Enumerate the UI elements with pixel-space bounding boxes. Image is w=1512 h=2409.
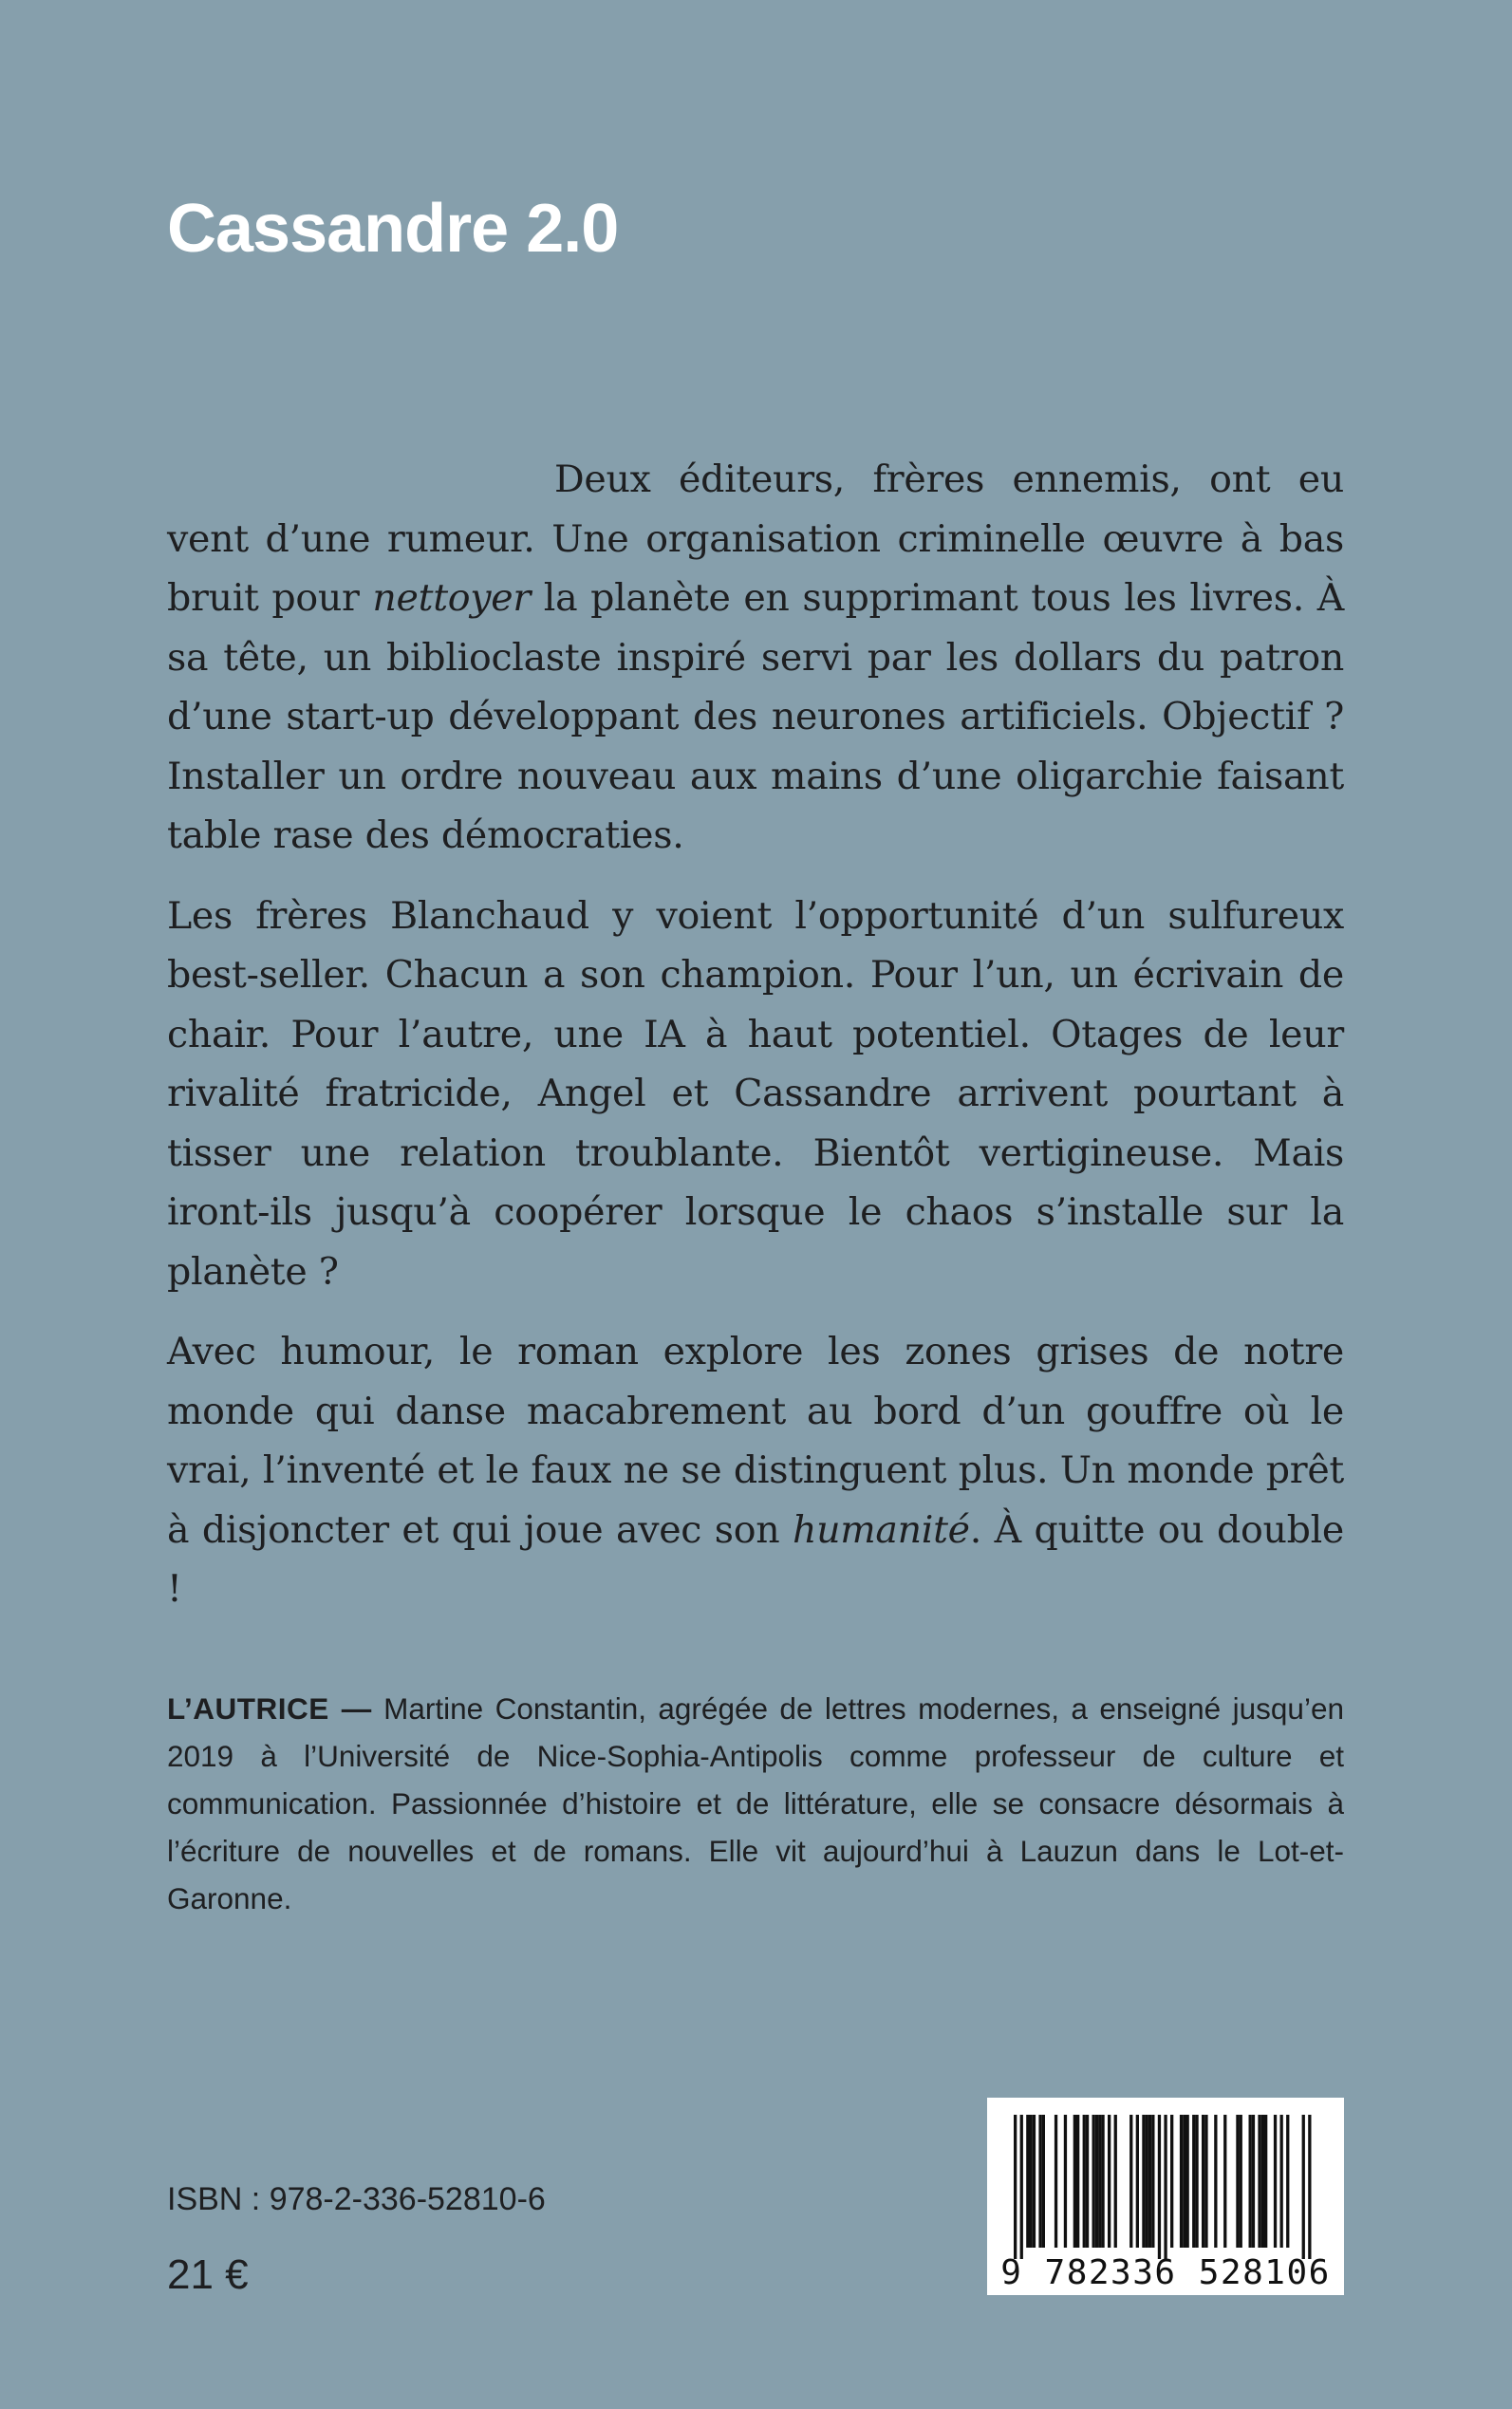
barcode-bar (1101, 2115, 1104, 2248)
blurb-paragraph-1: Deux éditeurs, frères ennemis, ont eu vent d’une rumeur. Une organisation criminelle œuvre à bas bruit pour nettoyer la planète en supprimant tous les livres. À sa tête, un biblioclaste inspiré servi par les dollars du patron d’une start-up développant des neurones artificiels. Objectif ? Installer un ordre nouveau aux mains d’une oligarchie faisant table rase des démocraties. (167, 458, 1344, 857)
barcode-bar (1026, 2115, 1029, 2248)
barcode-bar (1202, 2115, 1204, 2248)
barcode-bar (1151, 2115, 1154, 2248)
barcode-bar (1183, 2115, 1185, 2248)
barcode-bar (1240, 2115, 1242, 2248)
barcode-bar (1261, 2115, 1264, 2248)
barcode-bar (1192, 2115, 1195, 2248)
barcode-bar (1030, 2115, 1033, 2248)
barcode-bar (1055, 2115, 1057, 2248)
barcode-bar (1108, 2115, 1111, 2248)
barcode-bar (1083, 2115, 1086, 2248)
barcode-bar (1180, 2115, 1183, 2248)
barcode (987, 2098, 1344, 2295)
barcode-bar (1158, 2115, 1161, 2259)
barcode-bar (1308, 2115, 1311, 2259)
blurb-paragraph-2: Les frères Blanchaud y voient l’opportunité d’un sulfureux best-seller. Chacun a son champion. Pour l’un, un écrivain de chair. Pour l’autre, une IA à haut potentiel. Otages de leur rivalité fratricide, Angel et Cassandre arrivent pourtant à tisser une relation troublante. Bientôt vertigineuse. Mais iront-ils jusqu’à coopérer lorsque le chaos s’installe sur la planète ? (167, 893, 1344, 1294)
barcode-bar (1142, 2115, 1145, 2248)
blurb-paragraph-3: Avec humour, le roman explore les zones grises de notre monde qui danse macabrement au bord d’un gouffre où le vrai, l’inventé et le faux ne se distinguent plus. Un monde prêt à disjoncter et qui joue avec son humanité. À quitte ou double ! (167, 1330, 1344, 1611)
isbn-number: ISBN : 978-2-336-52810-6 (167, 2181, 546, 2217)
barcode-bar (1236, 2115, 1239, 2248)
barcode-bar (1274, 2115, 1277, 2248)
barcode-bar (1214, 2115, 1217, 2248)
author-bio-text: Martine Constantin, agrégée de lettres modernes, a enseigné jusqu’en 2019 à l’Université de Nice-Sophia-Antipolis comme professeur de culture et communication. Passionnée d’histoire et de littérature, elle se consacre désormais à l’écriture de nouvelles et de romans. Elle vit aujourd’hui à Lauzun dans le Lot-et-Garonne. (167, 1691, 1344, 1915)
barcode-bar (1204, 2115, 1207, 2248)
barcode-bar (1252, 2115, 1255, 2248)
author-label: L’AUTRICE — (167, 1691, 372, 1726)
barcode-bar (1280, 2115, 1283, 2248)
barcode-bar (1186, 2115, 1189, 2248)
barcode-bar (1064, 2115, 1067, 2248)
barcode-bar (1129, 2115, 1132, 2248)
price: 21 € (167, 2251, 249, 2298)
book-title: Cassandre 2.0 (167, 191, 619, 267)
barcode-digits: 9 782336 528106 (1000, 2253, 1331, 2292)
barcode-bar (1164, 2115, 1167, 2259)
barcode-bar (1073, 2115, 1076, 2248)
barcode-bar (1170, 2115, 1173, 2248)
barcode-bar (1098, 2115, 1101, 2248)
barcode-bar (1095, 2115, 1098, 2248)
barcode-bar (1148, 2115, 1151, 2248)
barcode-bar (1092, 2115, 1095, 2248)
barcode-bar (1223, 2115, 1226, 2248)
barcode-bar (1249, 2115, 1252, 2248)
barcode-bar (1136, 2115, 1139, 2248)
barcode-bar (1086, 2115, 1089, 2248)
barcode-bar (1076, 2115, 1079, 2248)
barcode-bar (1195, 2115, 1198, 2248)
barcode-bar (1033, 2115, 1036, 2248)
barcode-bar (1264, 2115, 1267, 2248)
barcode-bar (1042, 2115, 1045, 2248)
barcode-bar (1286, 2115, 1289, 2248)
barcode-bar (1014, 2115, 1017, 2259)
barcode-bar (1302, 2115, 1305, 2259)
barcode-bar (1258, 2115, 1260, 2248)
author-bio (167, 1685, 1344, 1922)
barcode-bar (1114, 2115, 1117, 2248)
barcode-bar (1038, 2115, 1041, 2248)
back-cover-blurb (167, 450, 1344, 1640)
barcode-bar (1146, 2115, 1148, 2248)
barcode-bar (1020, 2115, 1023, 2259)
